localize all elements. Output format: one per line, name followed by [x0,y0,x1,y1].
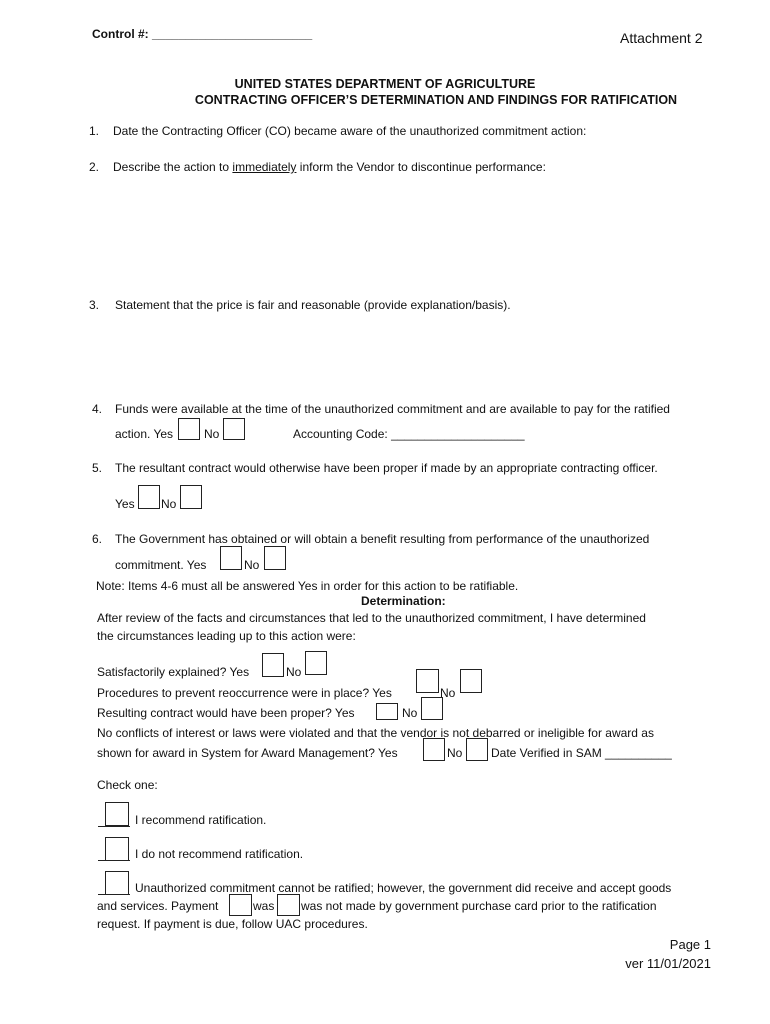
satisfactorily-no-label: No [286,665,302,679]
recommend-underline [98,826,130,827]
item-1-number: 1. [89,124,100,138]
recommend-checkbox[interactable] [105,802,129,826]
item-3-number: 3. [89,298,100,312]
item-6-no-checkbox[interactable] [264,546,286,570]
procedures-label: Procedures to prevent reoccurrence were in place? Yes [97,686,392,700]
conflicts-text-2: shown for award in System for Award Management? Yes [97,746,398,760]
date-verified-sam-field[interactable]: Date Verified in SAM __________ [491,746,672,760]
item-4-action-yes: action. Yes [115,427,174,441]
procedures-no-label: No [440,686,456,700]
procedures-yes-checkbox[interactable] [416,669,439,693]
item-6-commitment-yes: commitment. Yes [115,558,207,572]
conflicts-no-label: No [447,746,463,760]
resulting-no-label: No [402,706,418,720]
item-4-no-checkbox[interactable] [223,418,245,440]
payment-was-label: was [253,899,275,913]
item-5-number: 5. [92,461,103,475]
check-one-label: Check one: [97,778,158,792]
not-recommend-checkbox[interactable] [105,837,129,861]
item-5-yes-checkbox[interactable] [138,485,160,509]
item-1-text: Date the Contracting Officer (CO) became aware of the unauthorized commitment action: [113,124,587,138]
title-line-1: UNITED STATES DEPARTMENT OF AGRICULTURE [234,77,536,91]
payment-was-not-checkbox[interactable] [277,894,300,916]
item-4-no-label: No [204,427,220,441]
cannot-ratify-label: Unauthorized commitment cannot be ratified; however, the government did receive and accept goods [135,881,672,895]
item-6-no-label: No [244,558,260,572]
payment-text-final: request. If payment is due, follow UAC procedures. [97,917,368,931]
payment-text-post: was not made by government purchase card prior to the ratification [301,899,657,913]
resulting-no-checkbox[interactable] [421,697,443,720]
item-5-no-checkbox[interactable] [180,485,202,509]
control-number-label: Control #: ________________________ [92,27,313,41]
version-label: ver 11/01/2021 [625,956,711,971]
item-5-text: The resultant contract would otherwise have been proper if made by an appropriate contracting officer. [115,461,658,475]
item-5-no-label: No [161,497,177,511]
item-2-text: Describe the action to immediately inform the Vendor to discontinue performance: [113,160,546,174]
not-recommend-label: I do not recommend ratification. [135,847,304,861]
immediately-underlined: immediately [232,160,297,174]
satisfactorily-yes-checkbox[interactable] [262,653,284,677]
determination-heading: Determination: [361,594,446,608]
item-6-yes-checkbox[interactable] [220,546,242,570]
item-6-text: The Government has obtained or will obtain a benefit resulting from performance of the unauthorized [115,532,650,546]
attachment-label: Attachment 2 [620,30,703,46]
cannot-ratify-checkbox[interactable] [105,871,129,895]
determination-intro-2: the circumstances leading up to this action were: [97,629,356,643]
not-recommend-underline [98,860,130,861]
item-4-number: 4. [92,402,103,416]
recommend-label: I recommend ratification. [135,813,267,827]
payment-text-pre: and services. Payment [97,899,219,913]
item-4-text: Funds were available at the time of the unauthorized commitment and are available to pay for the ratified [115,402,670,416]
title-line-2: CONTRACTING OFFICER’S DETERMINATION AND FINDINGS FOR RATIFICATION [194,93,678,107]
satisfactorily-explained-label: Satisfactorily explained? Yes [97,665,250,679]
procedures-no-checkbox[interactable] [460,669,482,693]
note-text: Note: Items 4-6 must all be answered Yes in order for this action to be ratifiable. [96,579,519,593]
page-number: Page 1 [669,937,711,952]
item-5-yes-label: Yes [115,497,135,511]
item-2-number: 2. [89,160,100,174]
satisfactorily-no-checkbox[interactable] [305,651,327,675]
cannot-ratify-underline [98,894,130,895]
item-6-number: 6. [92,532,103,546]
conflicts-text-1: No conflicts of interest or laws were violated and that the vendor is not debarred or ineligible for award as [97,726,654,740]
determination-intro-1: After review of the facts and circumstances that led to the unauthorized commitment, I have determined [97,611,646,625]
resulting-yes-checkbox[interactable] [376,703,398,720]
item-3-text: Statement that the price is fair and reasonable (provide explanation/basis). [115,298,511,312]
conflicts-yes-checkbox[interactable] [423,738,445,761]
item-4-yes-checkbox[interactable] [178,418,200,440]
resulting-contract-label: Resulting contract would have been proper? Yes [97,706,355,720]
accounting-code-field[interactable]: Accounting Code: ____________________ [293,427,525,441]
conflicts-no-checkbox[interactable] [466,738,488,761]
payment-was-checkbox[interactable] [229,894,252,916]
